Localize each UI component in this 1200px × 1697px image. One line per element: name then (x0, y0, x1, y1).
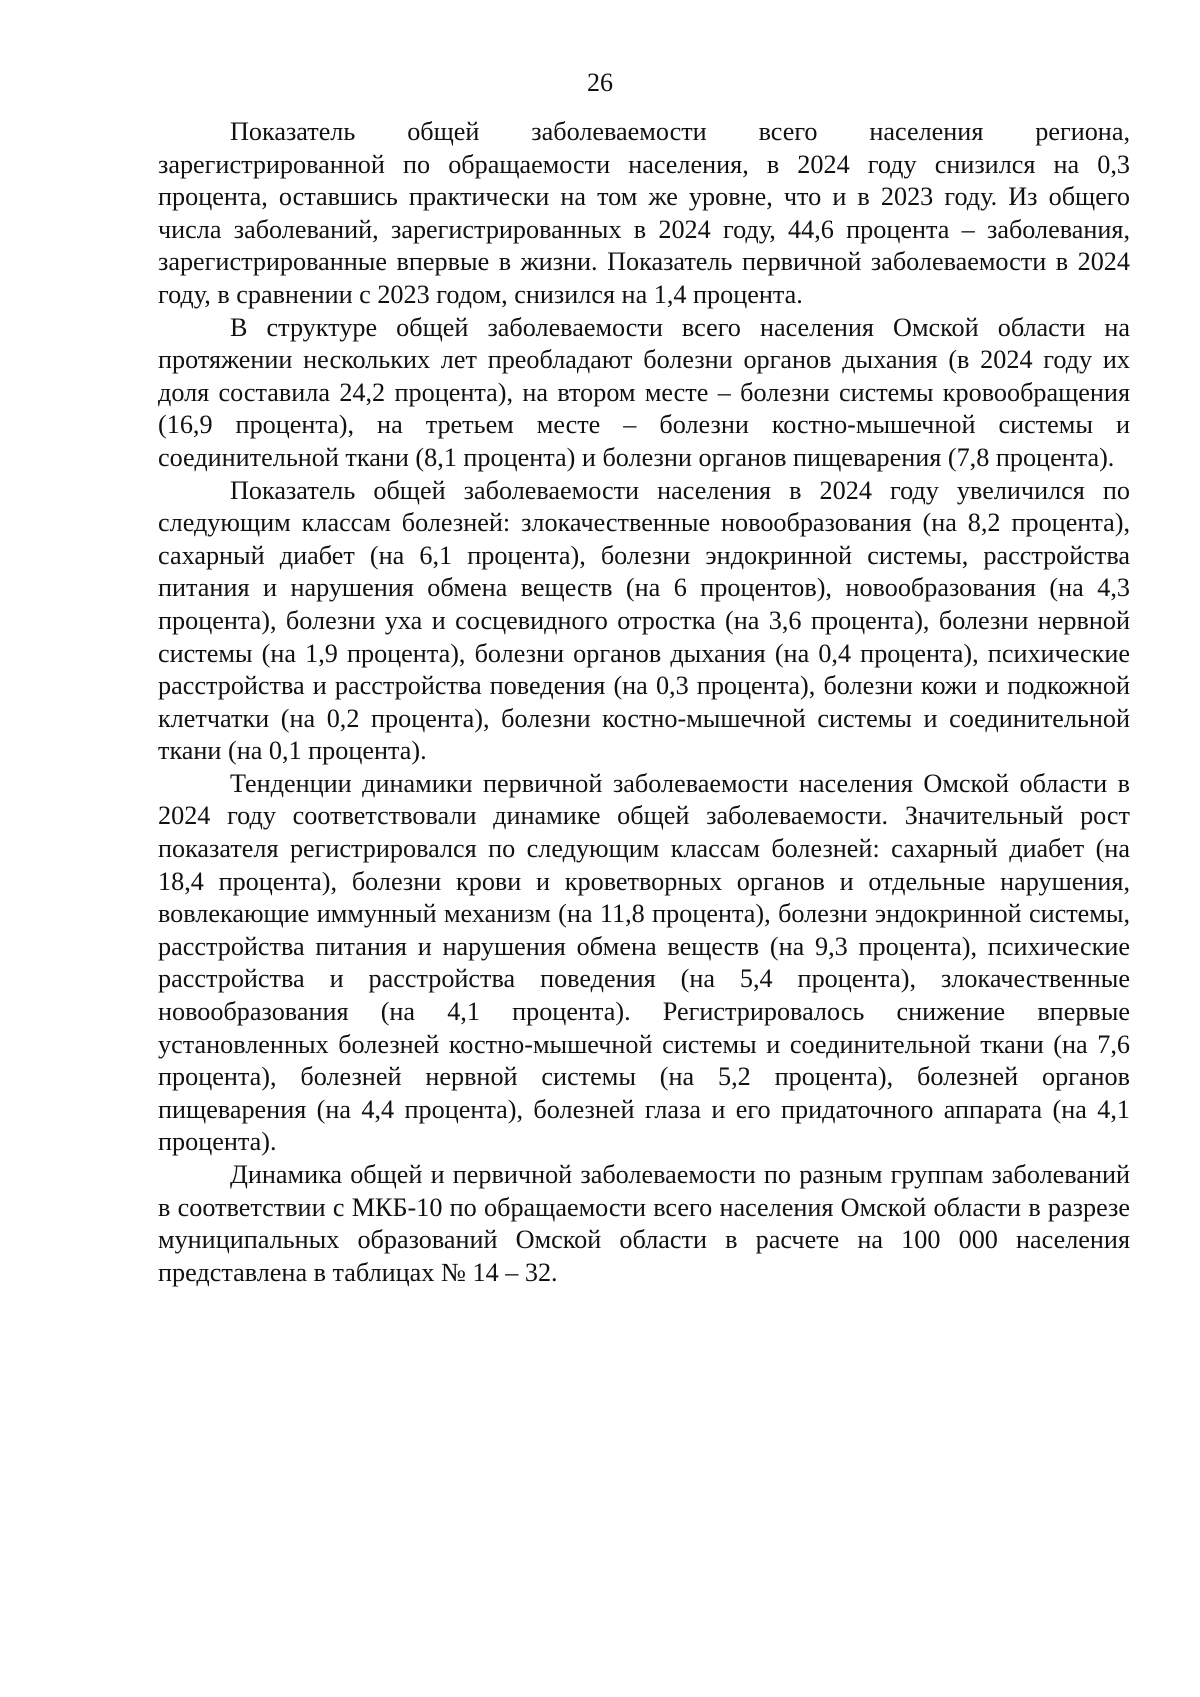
paragraph-morbidity-increase: Показатель общей заболеваемости населения в 2024 году увеличился по следующим классам болезней: злокачественные новообразования (на 8,2 процента), сахарный диабет (на 6,1 процента), болезни эндокринной системы, расстройства питания и нарушения обмена веществ (на 6 процентов), новообразования (на 4,3 процента), болезни уха и сосцевидного отростка (на 3,6 процента), болезни нервной системы (на 1,9 процента), болезни органов дыхания (на 0,4 процента), психические расстройства и расстройства поведения (на 0,3 процента), болезни кожи и подкожной клетчатки (на 0,2 процента), болезни костно-мышечной системы и соединительной ткани (на 0,1 процента). (158, 475, 1130, 766)
paragraph-morbidity-structure: В структуре общей заболеваемости всего населения Омской области на протяжении нескольких лет преобладают болезни органов дыхания (в 2024 году их доля составила 24,2 процента), на втором месте – болезни системы кровообращения (16,9 процента), на третьем месте – болезни костно-мышечной системы и соединительной ткани (8,1 процента) и болезни органов пищеварения (7,8 процента). (158, 312, 1130, 472)
paragraph-general-morbidity: Показатель общей заболеваемости всего населения региона, зарегистрированной по обращаемости населения, в 2024 году снизился на 0,3 процента, оставшись практически на том же уровне, что и в 2023 году. Из общего числа заболеваний, зарегистрированных в 2024 году, 44,6 процента – заболевания, зарегистрированные впервые в жизни. Показатель первичной заболеваемости в 2024 году, в сравнении с 2023 годом, снизился на 1,4 процента. (158, 117, 1130, 309)
document-body (158, 116, 1130, 1289)
paragraph-tables-reference: Динамика общей и первичной заболеваемости по разным группам заболеваний в соответствии с МКБ-10 по обращаемости всего населения Омской области в разрезе муниципальных образований Омской области в расчете на 100 000 населения представлена в таблицах № 14 – 32. (158, 1160, 1130, 1287)
page-number: 26 (587, 68, 613, 97)
paragraph-primary-morbidity-trends: Тенденции динамики первичной заболеваемости населения Омской области в 2024 году соответствовали динамике общей заболеваемости. Значительный рост показателя регистрировался по следующим классам болезней: сахарный диабет (на 18,4 процента), болезни крови и кроветворных органов и отдельные нарушения, вовлекающие иммунный механизм (на 11,8 процента), болезни эндокринной системы, расстройства питания и нарушения обмена веществ (на 9,3 процента), психические расстройства и расстройства поведения (на 5,4 процента), злокачественные новообразования (на 4,1 процента). Регистрировалось снижение впервые установленных болезней костно-мышечной системы и соединительной ткани (на 7,6 процента), болезней нервной системы (на 5,2 процента), болезней органов пищеварения (на 4,4 процента), болезней глаза и его придаточного аппарата (на 4,1 процента). (158, 768, 1130, 1157)
